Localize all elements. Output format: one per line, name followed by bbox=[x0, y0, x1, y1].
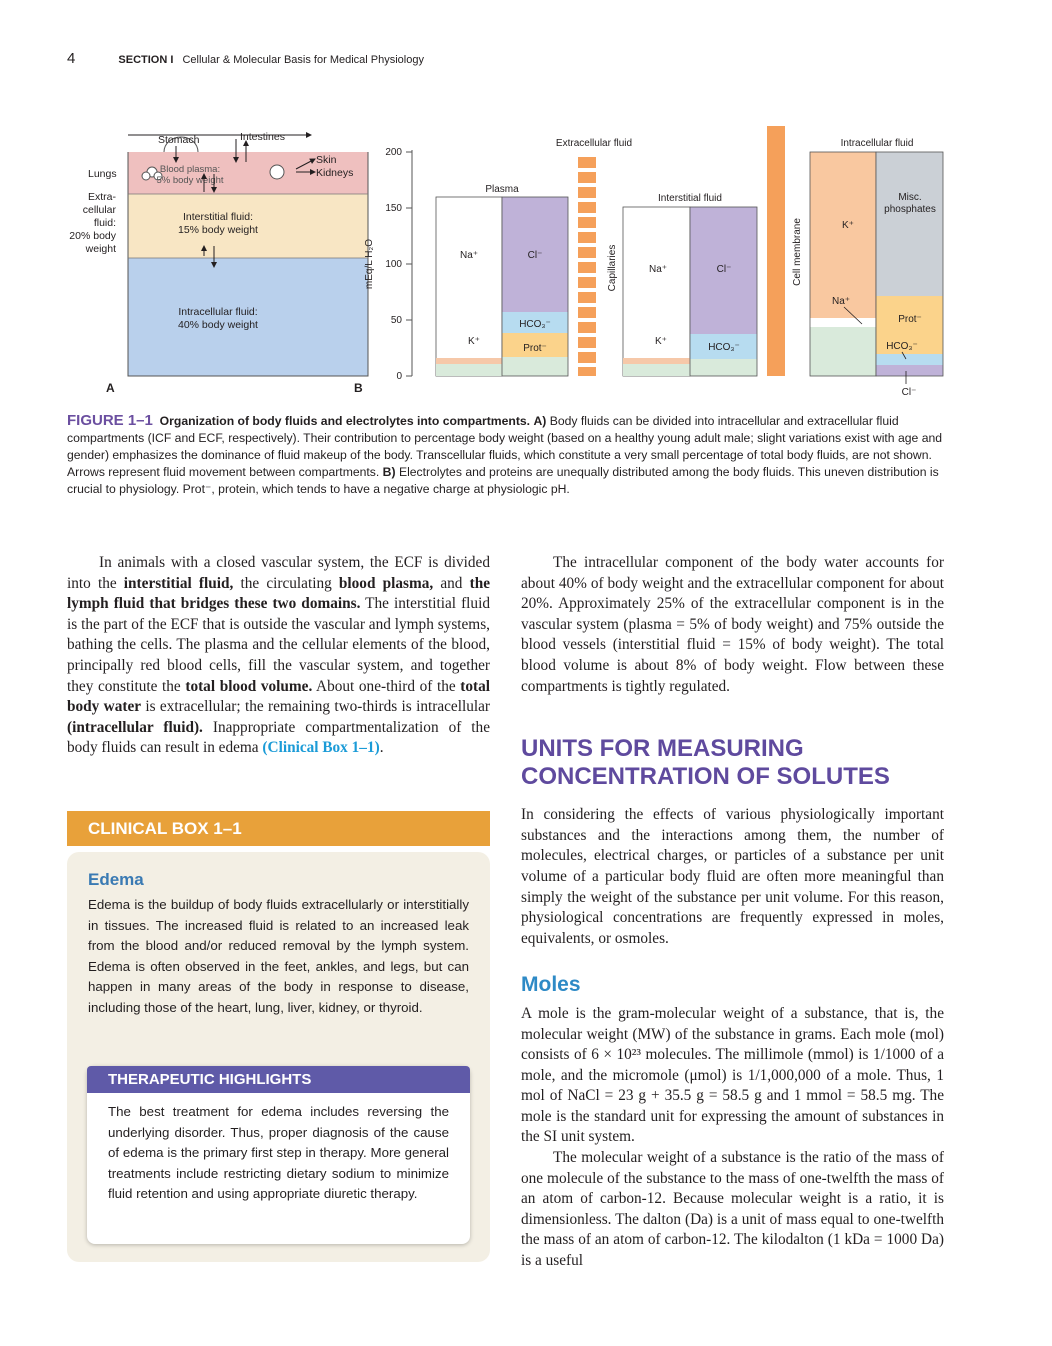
section-heading-line-2: CONCENTRATION OF SOLUTES bbox=[521, 763, 890, 791]
ecf-label-3: fluid: bbox=[93, 217, 116, 229]
text-run: Inappropriate compartmentalization of the body fluids can result in edema bbox=[67, 718, 490, 757]
ecf-label-2: cellular bbox=[82, 204, 116, 216]
right-column bbox=[521, 553, 944, 1272]
intracellular-na-label: Na⁺ bbox=[831, 296, 851, 307]
panel-a bbox=[69, 131, 368, 395]
interstitial-label-2: 15% body weight bbox=[178, 224, 258, 236]
lungs-label: Lungs bbox=[88, 168, 117, 180]
intracellular-fluid-title: Intracellular fluid bbox=[840, 138, 914, 149]
panel-b bbox=[354, 126, 943, 398]
clinical-box-header: CLINICAL BOX 1–1 bbox=[67, 811, 490, 846]
y-tick-150: 150 bbox=[385, 203, 402, 214]
term-blood-plasma: blood plasma, bbox=[338, 574, 434, 592]
therapeutic-highlights-box bbox=[87, 1066, 470, 1244]
clinical-box-link[interactable]: (Clinical Box 1–1) bbox=[262, 739, 380, 757]
intracellular-cl-label: Cl⁻ bbox=[901, 387, 917, 398]
right-paragraph-2: In considering the effects of various physiologically important substances and the interactions among them, the number of molecules, electrical charges, or particles of a substance per unit volume of a particular body fluid are often more meaningful than simply the weight of the substance per unit volume. For this reason, physiological concentrations are frequently expressed in moles, equivalents, or osmoles. bbox=[521, 806, 944, 947]
capillaries-label: Capillaries bbox=[607, 244, 618, 292]
plasma-label-2: 5% body weight bbox=[156, 175, 224, 186]
text-run: About one-third of the bbox=[312, 677, 461, 695]
intracellular-k-label: K⁺ bbox=[842, 220, 854, 231]
ecf-label-4: 20% body bbox=[69, 230, 116, 242]
left-column bbox=[67, 553, 490, 759]
ecf-label-1: Extra- bbox=[87, 191, 116, 203]
clinical-box-body: Edema is the buildup of body fluids extracellularly or interstitially in tissues. The increased fluid is related to an increased leak from the blood and/or reduced removal by the lymph system. Edema is often observed in the feet, ankles, and legs, but can happen in many areas of the body in response to disease, including those of the heart, lung, liver, kidney, or thyroid. bbox=[88, 897, 469, 1015]
term-interstitial-fluid: interstitial fluid, bbox=[123, 574, 234, 592]
clinical-box-title: Edema bbox=[88, 870, 144, 889]
caption-part-a: A) bbox=[533, 414, 547, 428]
cell-membrane-bar bbox=[767, 126, 785, 376]
therapeutic-highlights-header: THERAPEUTIC HIGHLIGHTS bbox=[87, 1066, 470, 1093]
plasma-label-1: Blood plasma: bbox=[159, 164, 221, 175]
intracellular-label-1: Intracellular fluid: bbox=[178, 306, 258, 318]
term-lymph-fluid: the lymph fluid that bridges these two domains. bbox=[67, 574, 490, 613]
right-paragraph-4: The molecular weight of a substance is the ratio of the mass of one molecule of the substance to the mass of one-twelfth the mass of an atom of carbon-12. Because molecular weight is a ratio, it is dimensionless. The dalton (Da) is a unit of mass equal to one-twelfth the mass of an atom of carbon-12. The kilodalton (1 kDa = 1000 Da) is a useful bbox=[521, 1149, 944, 1270]
caption-part-b: B) bbox=[382, 465, 396, 479]
plasma-title: Plasma bbox=[485, 184, 519, 195]
misc-label-1: Misc. bbox=[898, 192, 922, 203]
panel-b-label: B bbox=[354, 381, 363, 395]
intestines-label: Intestines bbox=[240, 131, 285, 143]
subsection-heading-moles: Moles bbox=[521, 973, 581, 997]
y-axis-label: mEq/L H₂O bbox=[364, 238, 375, 290]
section-heading bbox=[521, 735, 944, 791]
intracellular-prot-label: Prot⁻ bbox=[898, 314, 922, 325]
therapeutic-highlights-body: The best treatment for edema includes reversing the underlying disorder. Thus, proper diagnosis of the cause of edema is the primary first step in therapy. More general treatments include restricting dietary sodium to minimize fluid retention and using appropriate diuretic therapy. bbox=[108, 1104, 449, 1202]
interstitial-label-1: Interstitial fluid: bbox=[182, 211, 254, 223]
running-header bbox=[67, 50, 424, 67]
y-tick-100: 100 bbox=[385, 259, 402, 270]
stomach-label: Stomach bbox=[158, 134, 200, 146]
text-run: The interstitial fluid is the part of the ECF that is outside the vascular and lymph systems, bathing the cells. The plasma and the cellular elements of the blood, principally red blood cells, fill the vascular system, and together they constitute the bbox=[67, 595, 490, 695]
y-tick-200: 200 bbox=[385, 147, 402, 158]
y-tick-0: 0 bbox=[396, 371, 402, 382]
y-tick-50: 50 bbox=[390, 315, 402, 326]
intracellular-label-2: 40% body weight bbox=[178, 319, 258, 331]
kidney-icon bbox=[270, 165, 284, 179]
term-intracellular-fluid: (intracellular fluid). bbox=[67, 718, 203, 736]
panel-a-label: A bbox=[106, 381, 115, 395]
figure-caption bbox=[67, 412, 947, 498]
left-paragraph bbox=[67, 553, 490, 759]
text-run: and bbox=[433, 574, 470, 592]
text-run: is extracellular; the remaining two-thirds is intracellular bbox=[141, 698, 490, 716]
text-run: . bbox=[379, 739, 384, 757]
page-number: 4 bbox=[67, 50, 76, 67]
interstitial-na-label: Na⁺ bbox=[648, 264, 668, 275]
figure-label: FIGURE 1–1 bbox=[67, 412, 153, 429]
right-paragraph-1: The intracellular component of the body water accounts for about 40% of body weight and the extracellular component for about 20%. Approximately 25% of the extracellular component is in the vascular system (plasma = 5% of body weight) and 75% outside the blood vessels (interstitial fluid = 15% of body weight). The total blood volume is about 8% of body weight. Flow between these compartments is tightly regulated. bbox=[521, 554, 944, 695]
interstitial-title: Interstitial fluid bbox=[658, 193, 722, 204]
plasma-k-label: K⁺ bbox=[468, 336, 480, 347]
section-heading-line-1: UNITS FOR MEASURING bbox=[521, 735, 804, 763]
plasma-prot-label: Prot⁻ bbox=[523, 343, 547, 354]
section-label: SECTION I bbox=[118, 54, 174, 66]
caption-text-b: Electrolytes and proteins are unequally distributed among the body fluids. This uneven distribution is crucial to physiology. Prot⁻, protein, which tends to have a negative charge at physiologic pH. bbox=[67, 465, 939, 496]
plasma-na-label: Na⁺ bbox=[459, 250, 479, 261]
interstitial-k-label: K⁺ bbox=[655, 336, 667, 347]
interstitial-cl-label: Cl⁻ bbox=[716, 264, 732, 275]
cell-membrane-label: Cell membrane bbox=[792, 218, 803, 286]
section-title: Cellular & Molecular Basis for Medical Physiology bbox=[182, 54, 424, 66]
interstitial-hco3-label: HCO₃⁻ bbox=[708, 342, 740, 353]
kidneys-label: Kidneys bbox=[316, 167, 354, 179]
term-total-blood-volume: total blood volume. bbox=[185, 677, 313, 695]
text-run: In animals with a closed vascular system, the ECF is divided into the bbox=[67, 554, 490, 592]
right-paragraph-3: A mole is the gram-molecular weight of a substance, that is, the molecular weight (MW) of the substance in grams. Each mole (mol) consists of 6 × 10²³ molecules. The millimole (mmol) is 1/1000 of a mole, and the micromole (μmol) is 1/1,000,000 of a mole. Thus, 1 mol of NaCl = 23 g + 35.5 g = 58.5 g and 1 mmol = 58.5 mg. The mole is the standard unit for expressing the amount of substances in the SI unit system. bbox=[521, 1004, 944, 1146]
term-total-body-water: total body water bbox=[67, 677, 490, 716]
plasma-cl-label: Cl⁻ bbox=[527, 250, 543, 261]
caption-title: Organization of body fluids and electrolytes into compartments. bbox=[159, 414, 531, 428]
caption-text-a: Body fluids can be divided into intracellular and extracellular fluid compartments (ICF and ECF, respectively). Their contribution to percentage body weight (based on a healthy young adult male; slight variations exist with age and gender) emphasizes the dominance of fluid makeup of the body. Transcellular fluids, which constitute a very small percentage of total body fluids, are not shown. Arrows represent fluid movement between compartments. bbox=[67, 414, 943, 479]
skin-label: Skin bbox=[316, 154, 337, 166]
intracellular-hco3-label: HCO₃⁻ bbox=[886, 341, 918, 352]
extracellular-fluid-title: Extracellular fluid bbox=[555, 138, 633, 149]
plasma-hco3-label: HCO₃⁻ bbox=[519, 319, 551, 330]
misc-label-2: phosphates bbox=[884, 204, 936, 215]
text-run: the circulating bbox=[233, 574, 339, 592]
figure-1-1 bbox=[66, 122, 966, 412]
capillaries-wall bbox=[578, 157, 596, 376]
ecf-label-5: weight bbox=[85, 243, 116, 255]
